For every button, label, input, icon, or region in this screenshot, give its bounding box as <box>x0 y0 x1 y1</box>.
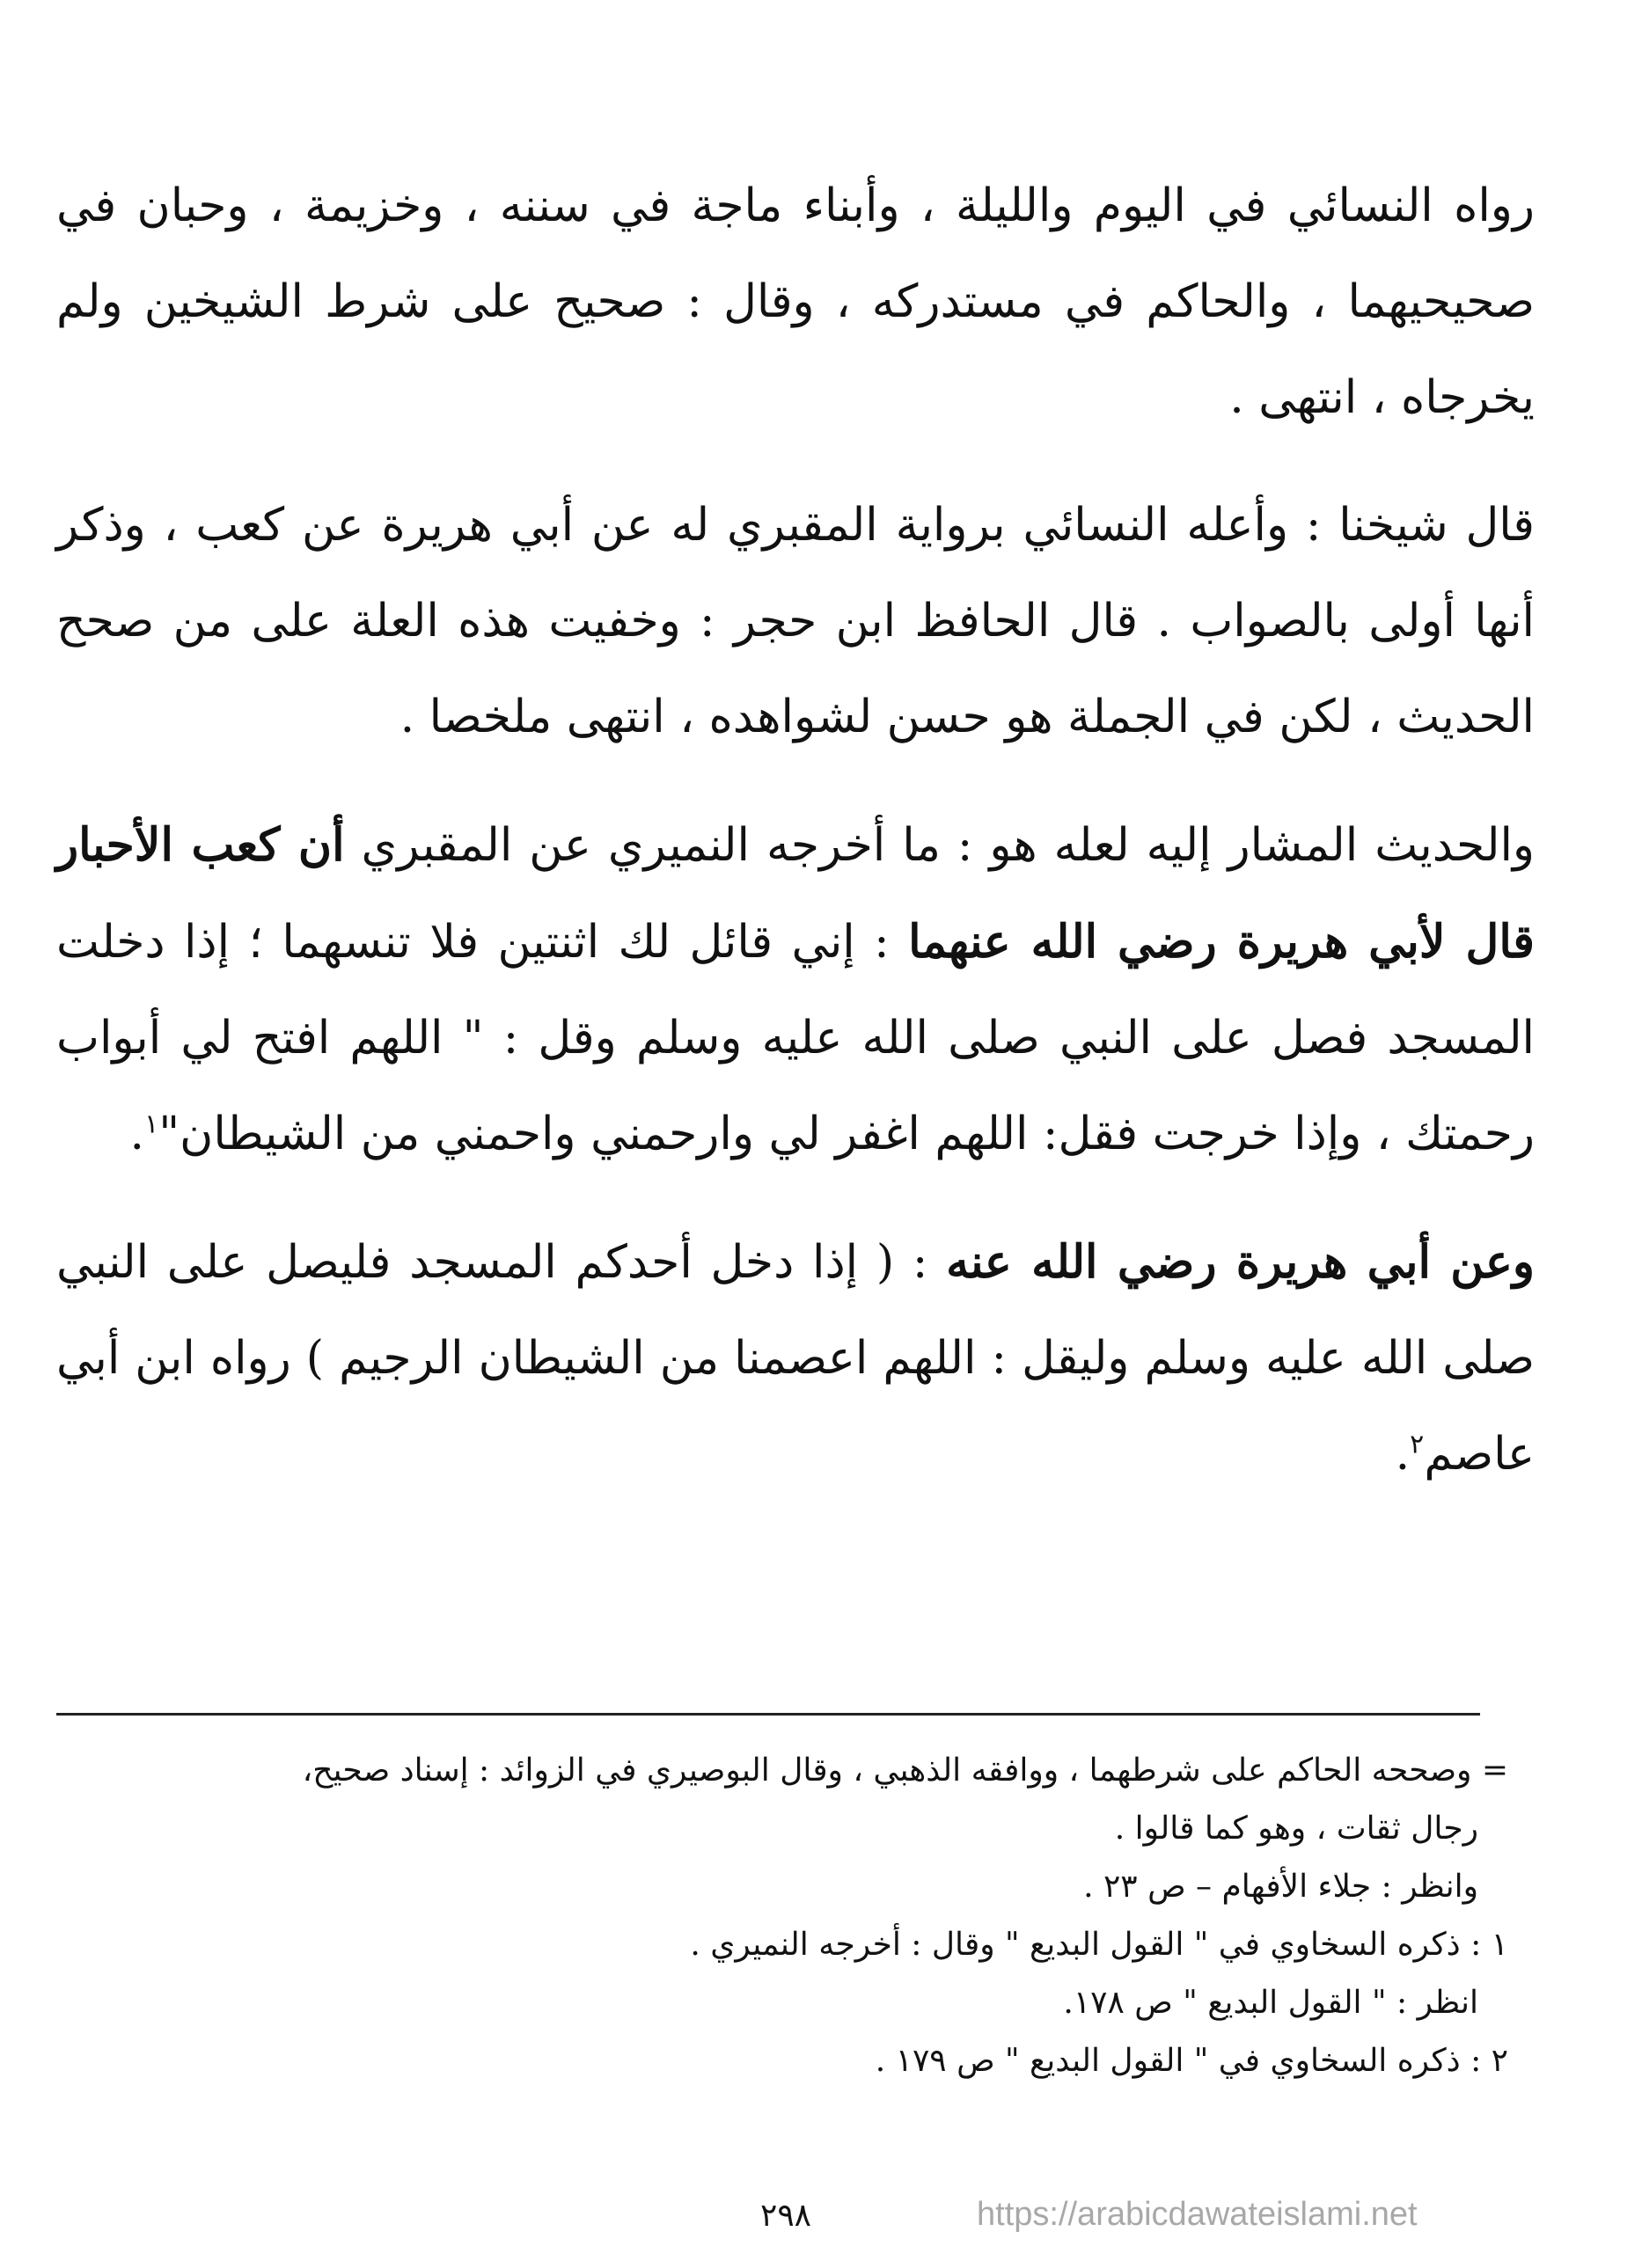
footnote-line: ٢ : ذكره السخاوي في " القول البديع " ص ١٧٩ . <box>875 2043 1508 2079</box>
paragraph <box>56 797 1535 1182</box>
bold-text: وعن أبي هريرة رضي الله عنه <box>946 1235 1535 1289</box>
text-run: . <box>1395 1428 1411 1481</box>
footnote-line: ١ : ذكره السخاوي في " القول البديع " وقال : أخرجه النميري . <box>690 1927 1508 1963</box>
paragraph <box>56 158 1535 446</box>
footnotes <box>56 1742 1508 2090</box>
footnote-line: رجال ثقات ، وهو كما قالوا . <box>1114 1811 1478 1847</box>
footnote-ref: ١ <box>144 1108 159 1140</box>
footnote-divider <box>56 1713 1480 1716</box>
page-number: ٢٩٨ <box>759 2198 811 2234</box>
footnote-line: = وصححه الحاكم على شرطهما ، ووافقه الذهبي ، وقال البوصيري في الزوائد : إسناد صحيح، <box>302 1752 1508 1789</box>
paragraph <box>56 1214 1535 1503</box>
footnote-line: انظر : " القول البديع " ص ١٧٨. <box>1063 1985 1478 2021</box>
watermark-url: https://arabicdawateislami.net <box>977 2196 1418 2233</box>
text-run: : إني قائل لك اثنتين فلا تنسهما ؛ إذا دخلت المسجد فصل على النبي صلى الله عليه وسلم وقل : " اللهم افتح لي أبواب رحمتك ، وإذا خرجت فقل: اللهم اغفر لي وارحمني واحمني من الشيطان" <box>56 916 1535 1160</box>
text-run: قال شيخنا : وأعله النسائي برواية المقبري له عن أبي هريرة عن كعب ، وذكر أنها أولى بالصواب . قال الحافظ ابن حجر : وخفيت هذه العلة على من صحح الحديث ، لكن في الجملة هو حسن لشواهده ، انتهى ملخصا . <box>56 499 1535 743</box>
text-run: والحديث المشار إليه لعله هو : ما أخرجه النميري عن المقبري <box>344 819 1535 872</box>
bold-text: أن كعب الأحبار قال لأبي هريرة رضي الله عنهما <box>56 818 1536 969</box>
text-run: رواه النسائي في اليوم والليلة ، وأبناء ماجة في سننه ، وخزيمة ، وحبان في صحيحيهما ، والحاكم في مستدركه ، وقال : صحيح على شرط الشيخين ولم يخرجاه ، انتهى . <box>56 179 1535 424</box>
footnote-ref: ٢ <box>1410 1429 1425 1460</box>
text-run: : ( إذا دخل أحدكم المسجد فليصل على النبي صلى الله عليه وسلم وليقل : اللهم اعصمنا من الشيطان الرجيم ) رواه ابن أبي عاصم <box>56 1236 1535 1481</box>
footnote-line: وانظر : جلاء الأفهام – ص ٢٣ . <box>1083 1869 1478 1905</box>
text-run: . <box>129 1108 145 1160</box>
paragraph <box>56 478 1535 765</box>
main-text <box>56 158 1535 1534</box>
